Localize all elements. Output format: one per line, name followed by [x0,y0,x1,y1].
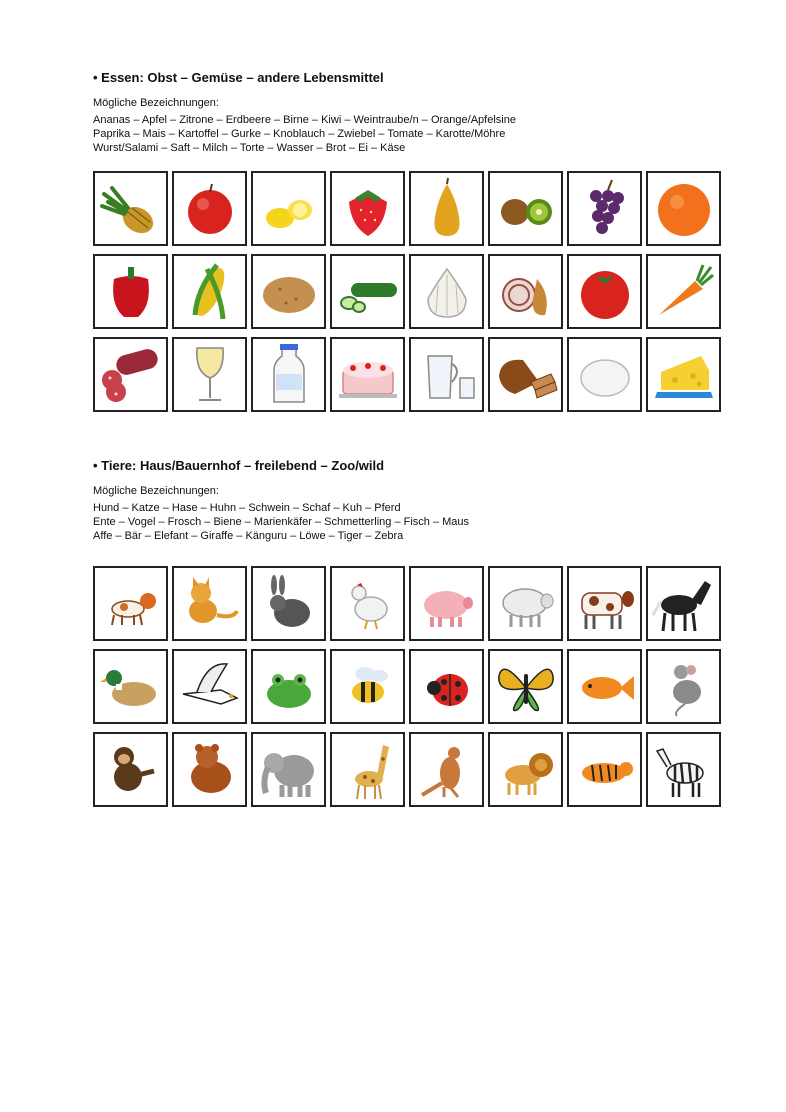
strawberry-icon [335,176,401,242]
picture-card-bird [172,649,247,724]
picture-card-tomato [567,254,642,329]
picture-card-sheep [488,566,563,641]
monkey-icon [98,737,164,803]
lemon-icon [256,176,322,242]
picture-card-giraffe [330,732,405,807]
picture-card-pig [409,566,484,641]
animals-words-line-1: Hund – Katze – Hase – Huhn – Schwein – Schaf – Kuh – Pferd [93,502,401,514]
cheese-icon [651,342,717,408]
food-words-line-3: Wurst/Salami – Saft – Milch – Torte – Wasser – Brot – Ei – Käse [93,142,406,154]
fish-icon [572,654,638,720]
pig-icon [414,571,480,637]
picture-card-orange [646,171,721,246]
bird-icon [177,654,243,720]
picture-card-wine-glass [172,337,247,412]
picture-card-potato [251,254,326,329]
giraffe-icon [335,737,401,803]
picture-card-cheese [646,337,721,412]
picture-card-ladybug [409,649,484,724]
bee-icon [335,654,401,720]
picture-card-cake [330,337,405,412]
cow-icon [572,571,638,637]
ladybug-icon [414,654,480,720]
paprika-icon [98,259,164,325]
picture-card-kiwi [488,171,563,246]
garlic-icon [414,259,480,325]
chicken-icon [335,571,401,637]
egg-icon [572,342,638,408]
picture-card-cucumber [330,254,405,329]
animals-words-line-2: Ente – Vogel – Frosch – Biene – Marienkäfer – Schmetterling – Fisch – Maus [93,516,470,528]
picture-card-bee [330,649,405,724]
frog-icon [256,654,322,720]
picture-card-cow [567,566,642,641]
picture-card-frog [251,649,326,724]
picture-card-corn [172,254,247,329]
tiger-icon [572,737,638,803]
picture-card-pineapple [93,171,168,246]
apple-icon [177,176,243,242]
orange-icon [651,176,717,242]
picture-card-lemon [251,171,326,246]
picture-card-water-jug [409,337,484,412]
food-picture-grid [93,171,721,412]
horse-icon [651,571,717,637]
food-subheading: Mögliche Bezeichnungen: [93,97,219,109]
picture-card-apple [172,171,247,246]
picture-card-monkey [93,732,168,807]
pear-icon [414,176,480,242]
picture-card-kangaroo [409,732,484,807]
elephant-icon [256,737,322,803]
picture-card-horse [646,566,721,641]
picture-card-salami [93,337,168,412]
picture-card-duck [93,649,168,724]
kangaroo-icon [414,737,480,803]
animals-subheading: Mögliche Bezeichnungen: [93,485,219,497]
picture-card-dog [93,566,168,641]
cat-icon [177,571,243,637]
picture-card-garlic [409,254,484,329]
pineapple-icon [98,176,164,242]
animals-section [93,458,733,543]
bread-icon [493,342,559,408]
duck-icon [98,654,164,720]
picture-card-egg [567,337,642,412]
picture-card-bread [488,337,563,412]
cucumber-icon [335,259,401,325]
picture-card-chicken [330,566,405,641]
food-words-line-1: Ananas – Apfel – Zitrone – Erdbeere – Birne – Kiwi – Weintraube/n – Orange/Apfelsine [93,114,516,126]
zebra-icon [651,737,717,803]
picture-card-strawberry [330,171,405,246]
picture-card-onion [488,254,563,329]
picture-card-milk-bottle [251,337,326,412]
salami-icon [98,342,164,408]
picture-card-grapes [567,171,642,246]
wine-glass-icon [177,342,243,408]
mouse-icon [651,654,717,720]
potato-icon [256,259,322,325]
butterfly-icon [493,654,559,720]
onion-icon [493,259,559,325]
picture-card-cat [172,566,247,641]
picture-card-bear [172,732,247,807]
lion-icon [493,737,559,803]
water-jug-icon [414,342,480,408]
animals-heading: • Tiere: Haus/Bauernhof – freilebend – Zoo/wild [93,458,385,473]
picture-card-zebra [646,732,721,807]
picture-card-butterfly [488,649,563,724]
food-words-line-2: Paprika – Mais – Kartoffel – Gurke – Knoblauch – Zwiebel – Tomate – Karotte/Möhre [93,128,506,140]
kiwi-icon [493,176,559,242]
dog-icon [98,571,164,637]
food-section [93,70,733,155]
picture-card-fish [567,649,642,724]
sheep-icon [493,571,559,637]
animals-words-line-3: Affe – Bär – Elefant – Giraffe – Känguru – Löwe – Tiger – Zebra [93,530,404,542]
picture-card-tiger [567,732,642,807]
corn-icon [177,259,243,325]
cake-icon [335,342,401,408]
picture-card-elephant [251,732,326,807]
bear-icon [177,737,243,803]
picture-card-rabbit [251,566,326,641]
tomato-icon [572,259,638,325]
rabbit-icon [256,571,322,637]
animals-picture-grid [93,566,721,807]
picture-card-pear [409,171,484,246]
picture-card-paprika [93,254,168,329]
picture-card-mouse [646,649,721,724]
grapes-icon [572,176,638,242]
picture-card-lion [488,732,563,807]
milk-bottle-icon [256,342,322,408]
food-heading: • Essen: Obst – Gemüse – andere Lebensmittel [93,70,384,85]
picture-card-carrot [646,254,721,329]
carrot-icon [651,259,717,325]
